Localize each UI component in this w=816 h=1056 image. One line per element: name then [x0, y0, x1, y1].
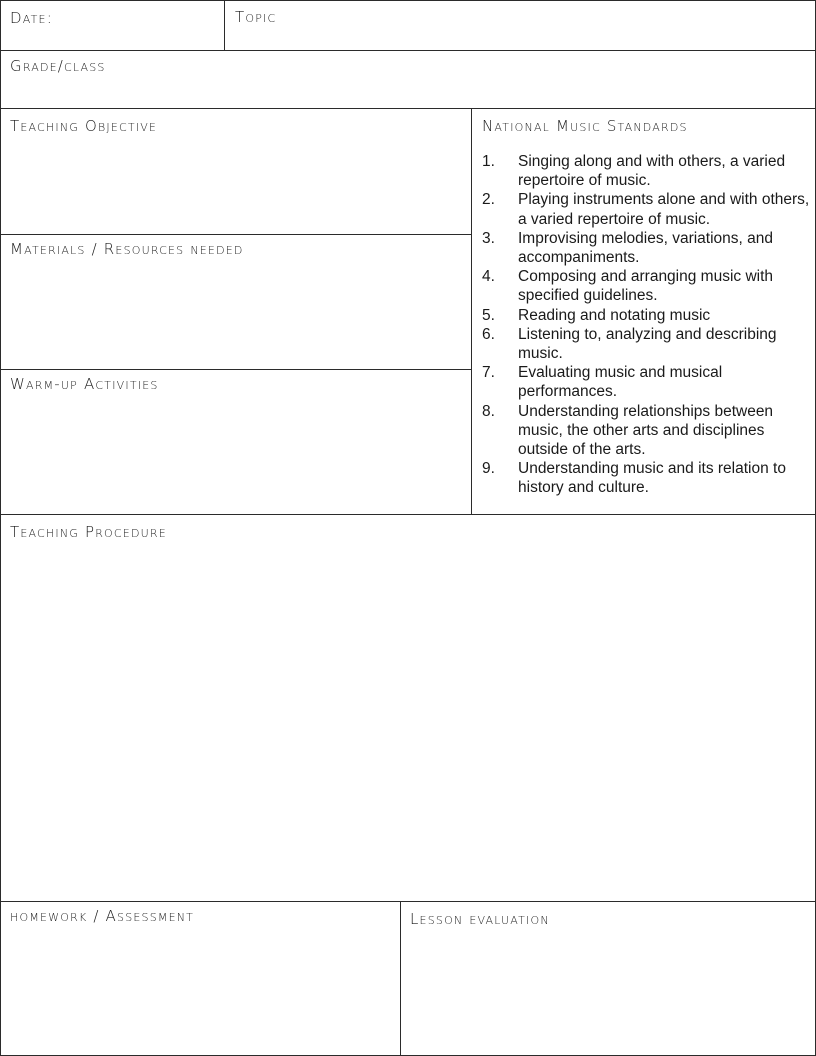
homework-assessment-label: homework / Assessment [10, 907, 195, 925]
divider-below-standards [0, 514, 816, 515]
standard-text: Listening to, analyzing and describing music. [518, 325, 777, 363]
materials-resources-label: Materials / Resources needed [10, 240, 244, 258]
standard-item [482, 190, 812, 228]
standard-item [482, 459, 812, 497]
standard-number: 2. [482, 191, 495, 209]
standard-number: 9. [482, 460, 495, 478]
standard-text: Playing instruments alone and with others, a varied repertoire of music. [518, 191, 810, 228]
border-top [0, 0, 816, 1]
divider-date-topic [224, 0, 225, 50]
divider-below-materials [0, 369, 471, 370]
standard-number: 1. [482, 153, 495, 170]
standard-text: Singing along and with others, a varied repertoire of music. [518, 153, 786, 190]
divider-below-objective [0, 234, 471, 235]
standard-text: Understanding music and its relation to history and culture. [518, 460, 786, 497]
standard-number: 8. [482, 402, 495, 420]
standard-item [482, 152, 812, 190]
standard-text: Evaluating music and musical performances. [518, 364, 723, 401]
standard-text: Reading and notating music [518, 306, 711, 324]
standards-list [482, 152, 812, 498]
divider-below-topic [0, 50, 816, 51]
standard-item [482, 325, 812, 363]
teaching-objective-label: Teaching Objective [10, 117, 158, 135]
standard-item [482, 306, 812, 325]
standard-number: 7. [482, 364, 495, 382]
standard-text: Improvising melodies, variations, and accompaniments. [518, 229, 774, 267]
divider-homework-evaluation [400, 901, 401, 1056]
warm-up-activities-label: Warm-up Activities [10, 375, 159, 393]
topic-label: Topic [235, 8, 277, 26]
standard-number: 6. [482, 325, 495, 343]
standard-item [482, 402, 812, 460]
grade-class-label: Grade/class [10, 57, 106, 75]
standard-text: Composing and arranging music with specified guidelines. [518, 268, 774, 305]
standard-item [482, 229, 812, 267]
lesson-evaluation-label: Lesson evaluation [410, 910, 550, 928]
date-label: Date: [10, 9, 53, 27]
standard-number: 4. [482, 268, 495, 286]
standard-number: 3. [482, 229, 495, 247]
divider-below-procedure [0, 901, 816, 902]
standard-text: Understanding relationships between music, the other arts and disciplines outside of the arts. [518, 402, 774, 459]
standard-item [482, 267, 812, 305]
standard-item [482, 363, 812, 401]
divider-below-grade [0, 108, 816, 109]
teaching-procedure-label: Teaching Procedure [10, 523, 167, 541]
standard-number: 5. [482, 306, 495, 324]
border-left [0, 0, 1, 1056]
national-music-standards-label: National Music Standards [482, 117, 688, 135]
divider-standards [471, 108, 472, 515]
